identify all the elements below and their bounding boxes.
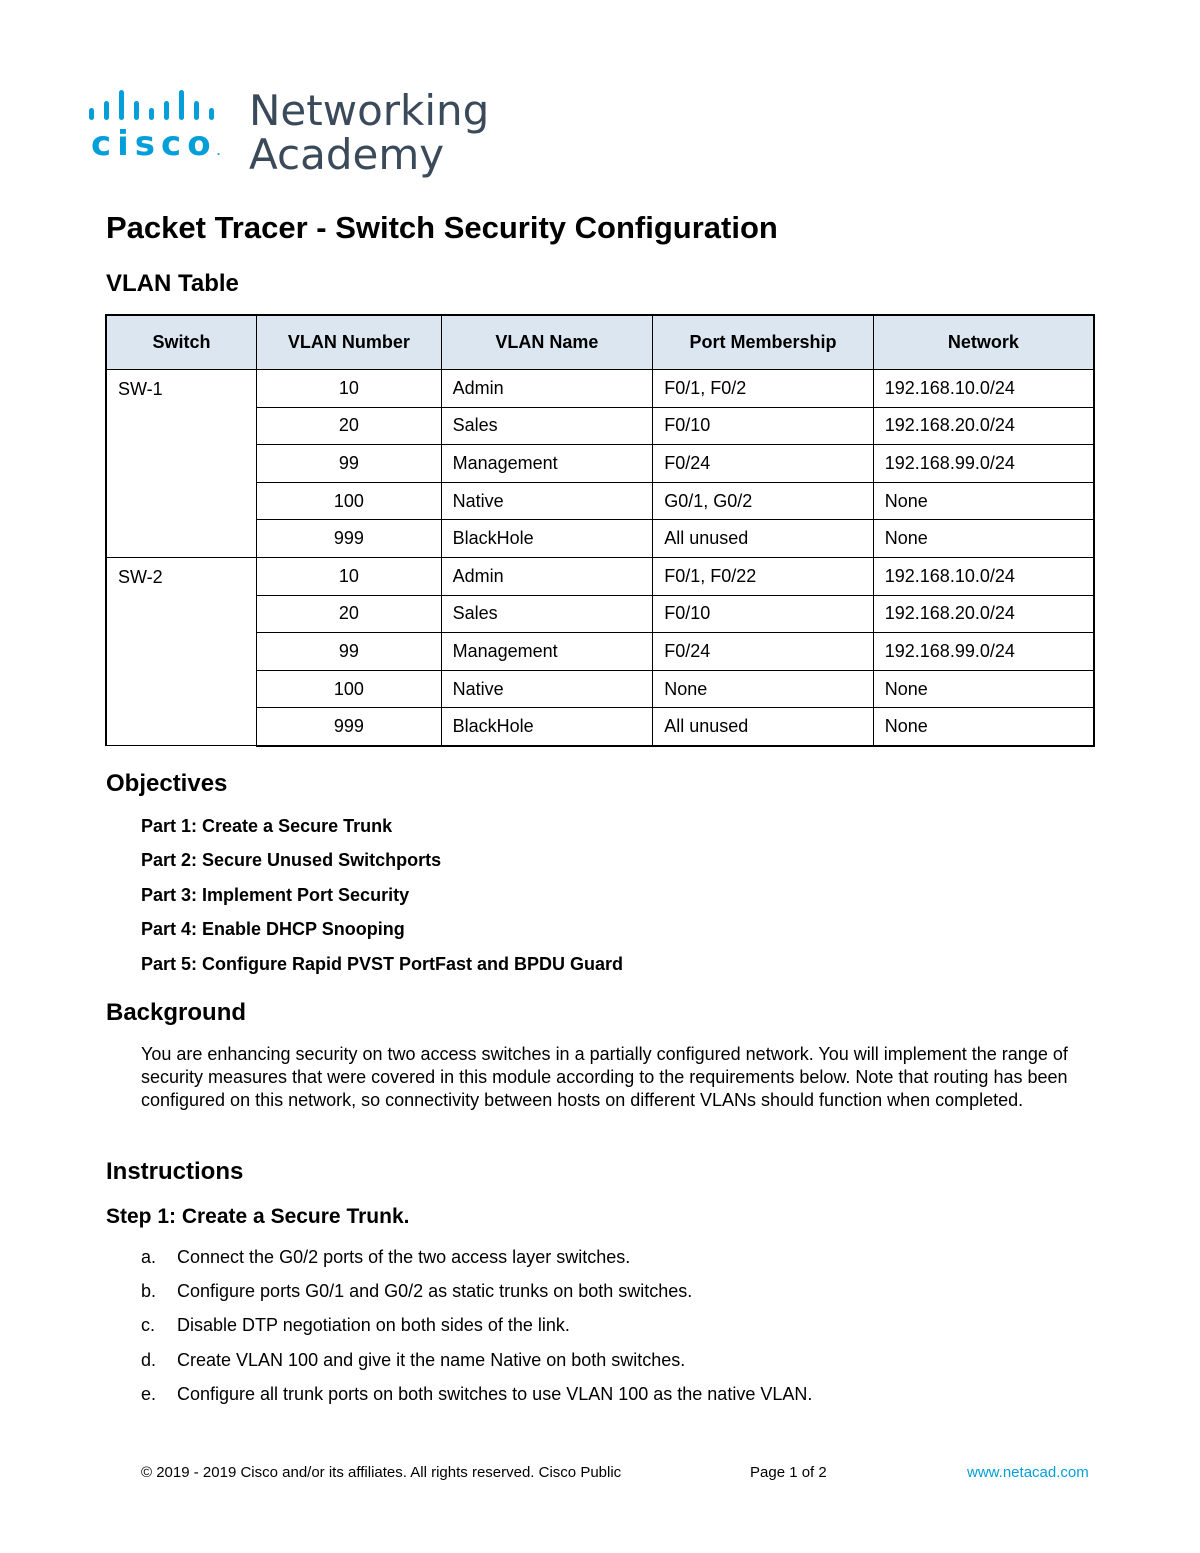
network-cell: 192.168.10.0/24: [873, 557, 1094, 595]
list-item: [141, 1313, 812, 1347]
list-item: Part 5: Configure Rapid PVST PortFast and BPDU Guard: [141, 953, 624, 974]
vlan-number-cell: 999: [257, 520, 442, 558]
column-header: VLAN Name: [441, 315, 653, 370]
network-cell: 192.168.99.0/24: [873, 445, 1094, 483]
list-item: [141, 1245, 812, 1279]
item-letter: d.: [141, 1349, 157, 1370]
port-membership-cell: G0/1, G0/2: [653, 482, 874, 520]
table-header-row: [106, 315, 1094, 370]
port-membership-cell: F0/1, F0/22: [653, 557, 874, 595]
port-membership-cell: F0/24: [653, 445, 874, 483]
port-membership-cell: All unused: [653, 708, 874, 746]
item-letter: b.: [141, 1281, 157, 1302]
column-header: Port Membership: [653, 315, 874, 370]
cisco-wordmark: cisco.: [91, 124, 221, 164]
vlan-name-cell: Sales: [441, 407, 653, 445]
background-paragraph: You are enhancing security on two access switches in a partially configured network. You will implement the range of security measures that were covered in this module according to the requirements below. Note that routing has been configured on this network, so connectivity between hosts on different VLANs should function when completed.: [141, 1044, 1068, 1110]
list-item: [141, 1279, 812, 1313]
page-title: Packet Tracer - Switch Security Configuration: [106, 210, 778, 245]
column-header: VLAN Number: [257, 315, 442, 370]
network-cell: 192.168.10.0/24: [873, 370, 1094, 408]
vlan-name-cell: Sales: [441, 595, 653, 633]
table-row: [106, 370, 1094, 408]
instructions-heading: Instructions: [106, 1158, 244, 1185]
port-membership-cell: F0/24: [653, 633, 874, 671]
vlan-name-cell: BlackHole: [441, 520, 653, 558]
item-text: Configure ports G0/1 and G0/2 as static trunks on both switches.: [177, 1281, 693, 1302]
port-membership-cell: F0/1, F0/2: [653, 370, 874, 408]
column-header: Network: [873, 315, 1094, 370]
table-row: [106, 557, 1094, 595]
footer-url-link[interactable]: www.netacad.com: [967, 1464, 1089, 1481]
item-text: Disable DTP negotiation on both sides of the link.: [177, 1315, 570, 1336]
vlan-number-cell: 20: [257, 407, 442, 445]
vlan-name-cell: BlackHole: [441, 708, 653, 746]
item-text: Create VLAN 100 and give it the name Native on both switches.: [177, 1349, 686, 1370]
vlan-name-cell: Admin: [441, 370, 653, 408]
logo-academy-text: Academy: [249, 130, 445, 179]
cisco-networking-academy-logo: [87, 86, 490, 180]
network-cell: 192.168.20.0/24: [873, 595, 1094, 633]
vlan-name-cell: Management: [441, 445, 653, 483]
vlan-number-cell: 100: [257, 670, 442, 708]
network-cell: None: [873, 520, 1094, 558]
column-header: Switch: [106, 315, 257, 370]
vlan-number-cell: 10: [257, 557, 442, 595]
vlan-number-cell: 999: [257, 708, 442, 746]
objectives-list: [141, 814, 623, 986]
vlan-number-cell: 99: [257, 633, 442, 671]
network-cell: None: [873, 708, 1094, 746]
item-letter: a.: [141, 1247, 157, 1267]
item-letter: c.: [141, 1315, 156, 1336]
vlan-number-cell: 20: [257, 595, 442, 633]
network-cell: 192.168.99.0/24: [873, 633, 1094, 671]
port-membership-cell: F0/10: [653, 595, 874, 633]
port-membership-cell: F0/10: [653, 407, 874, 445]
vlan-number-cell: 99: [257, 445, 442, 483]
vlan-name-cell: Admin: [441, 557, 653, 595]
network-cell: None: [873, 482, 1094, 520]
item-letter: e.: [141, 1383, 157, 1404]
objectives-heading: Objectives: [106, 770, 228, 797]
vlan-name-cell: Native: [441, 670, 653, 708]
network-cell: None: [873, 670, 1094, 708]
vlan-number-cell: 10: [257, 370, 442, 408]
cisco-bars-icon: [87, 88, 227, 128]
vlan-table: [105, 314, 1095, 747]
port-membership-cell: None: [653, 670, 874, 708]
vlan-name-cell: Management: [441, 633, 653, 671]
vlan-name-cell: Native: [441, 482, 653, 520]
list-item: Part 3: Implement Port Security: [141, 884, 410, 905]
list-item: [141, 1382, 812, 1416]
network-cell: 192.168.20.0/24: [873, 407, 1094, 445]
switch-cell: SW-2: [106, 557, 257, 745]
footer-copyright: © 2019 - 2019 Cisco and/or its affiliates. All rights reserved. Cisco Public: [141, 1464, 622, 1481]
list-item: [141, 1348, 812, 1382]
list-item: Part 2: Secure Unused Switchports: [141, 850, 442, 871]
background-heading: Background: [106, 999, 247, 1026]
step1-heading: Step 1: Create a Secure Trunk.: [106, 1205, 410, 1228]
list-item: Part 1: Create a Secure Trunk: [141, 816, 393, 836]
step1-list: [141, 1245, 812, 1416]
port-membership-cell: All unused: [653, 520, 874, 558]
item-text: Connect the G0/2 ports of the two access layer switches.: [177, 1247, 631, 1267]
footer-page-number: Page 1 of 2: [750, 1464, 827, 1481]
item-text: Configure all trunk ports on both switches to use VLAN 100 as the native VLAN.: [177, 1383, 813, 1404]
vlan-table-heading: VLAN Table: [106, 270, 239, 297]
switch-cell: SW-1: [106, 370, 257, 558]
logo-networking-text: Networking: [249, 86, 490, 135]
list-item: Part 4: Enable DHCP Snooping: [141, 919, 405, 940]
vlan-number-cell: 100: [257, 482, 442, 520]
